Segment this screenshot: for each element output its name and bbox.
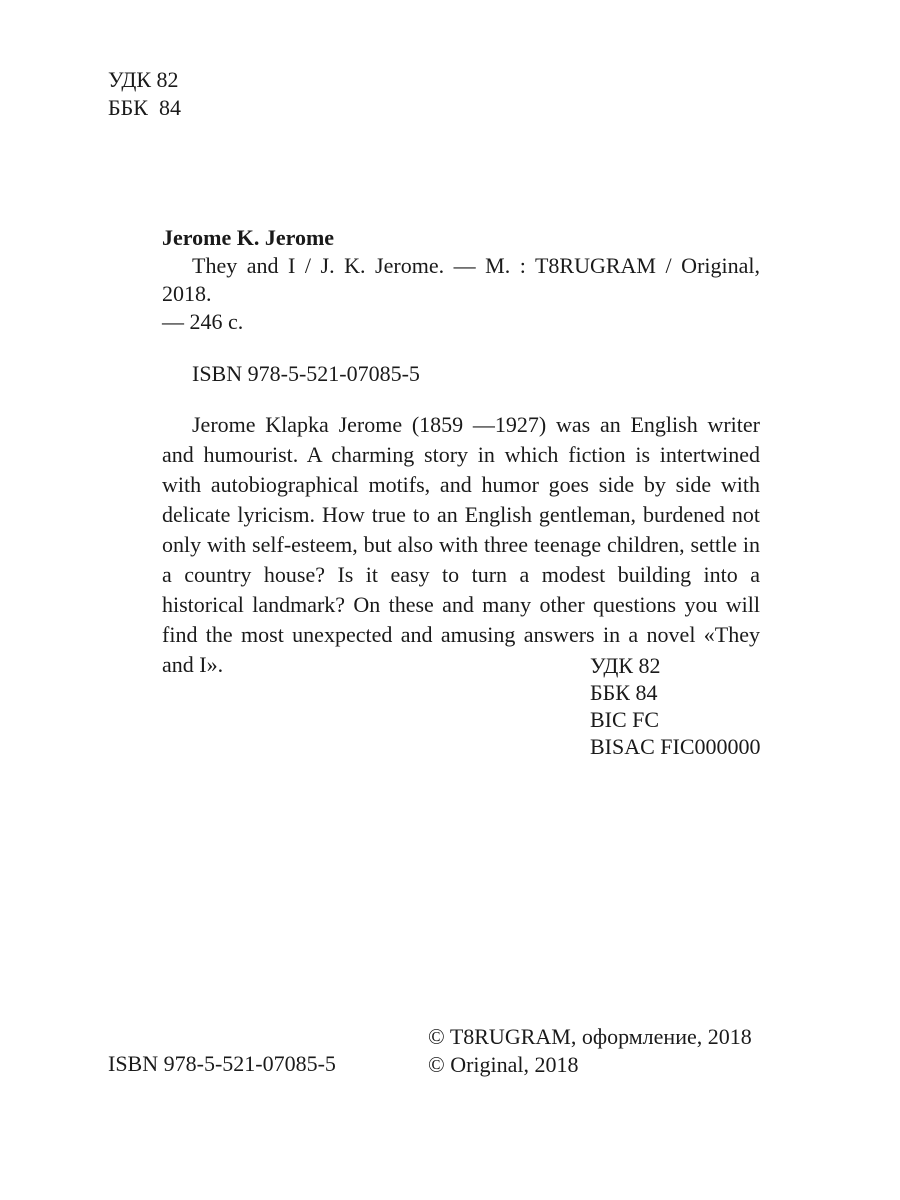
bbk-code: ББК 84 (108, 95, 181, 120)
classification-code-udk: УДК 82 (590, 653, 661, 678)
footer-isbn: ISBN 978-5-521-07085-5 (108, 1051, 336, 1076)
biblio-line-2: — 246 с. (162, 309, 244, 334)
bibliographic-reference (162, 224, 760, 680)
classification-code-bisac: BISAC FIC000000 (590, 734, 761, 759)
udk-code: УДК 82 (108, 67, 179, 92)
biblio-line-1: They and I / J. K. Jerome. — M. : T8RUGRAM / Original, 2018. (162, 253, 760, 306)
classification-code-bic: BIC FC (590, 707, 660, 732)
classification-code-bbk: ББК 84 (590, 680, 658, 705)
copyright-design: © T8RUGRAM, оформление, 2018 (428, 1024, 752, 1049)
copyright-block (428, 1023, 752, 1079)
bibliographic-description (162, 252, 760, 308)
classification-codes-block (590, 652, 761, 760)
author-name: Jerome K. Jerome (162, 225, 335, 250)
isbn-reference: ISBN 978-5-521-07085-5 (192, 361, 420, 386)
top-classification-codes (108, 66, 181, 122)
copyright-original: © Original, 2018 (428, 1052, 579, 1077)
annotation-paragraph: Jerome Klapka Jerome (1859 —1927) was an English writer and humourist. A charming story in which fiction is intertwined with autobiographical motifs, and humor goes side by side with delicate lyricism. How true to an English gentleman, burdened not only with self-esteem, but also with three teenage children, settle in a country house? Is it easy to turn a modest building into a historical landmark? On these and many other questions you will find the most unexpected and amusing answers in a novel «They and I». (162, 412, 760, 677)
